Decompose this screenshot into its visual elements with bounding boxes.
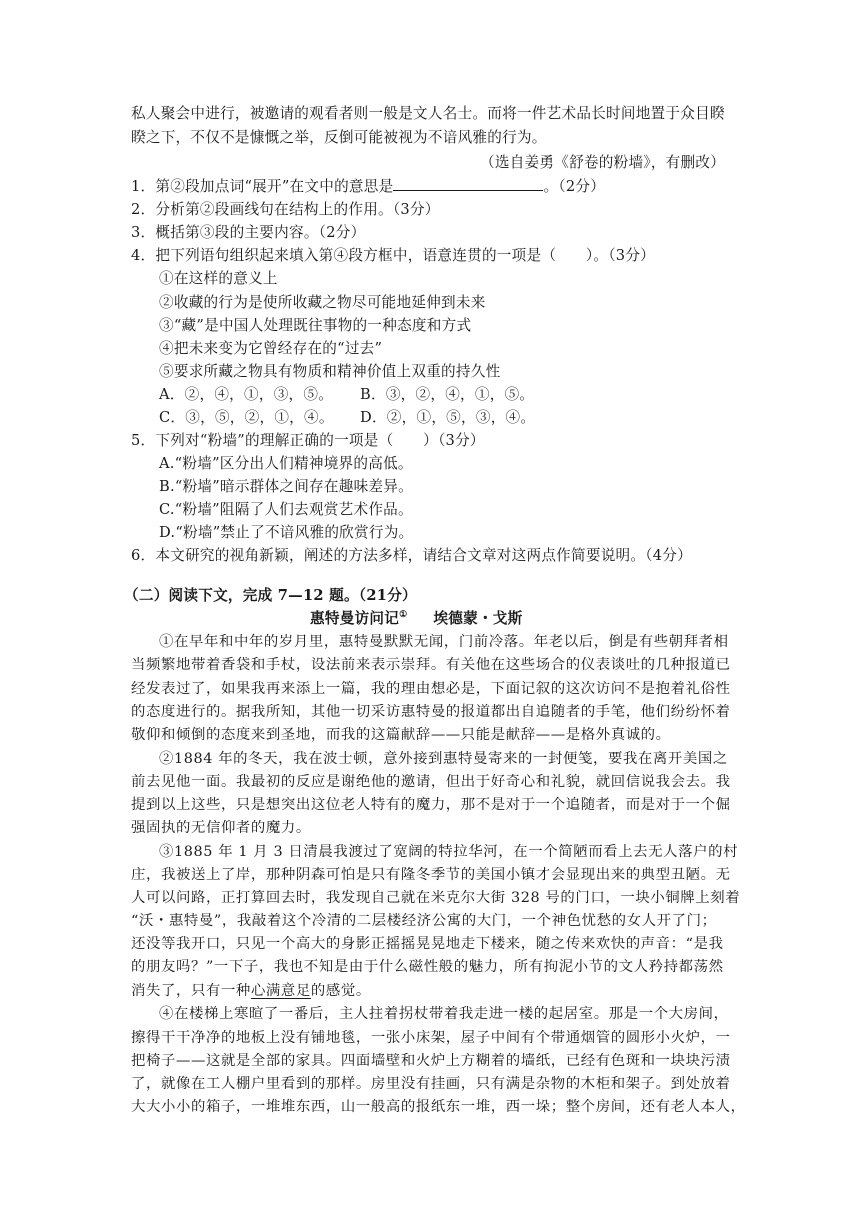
passage-2-author: 埃德蒙・戈斯 bbox=[433, 610, 523, 627]
paragraph-1-line: 的态度进行的。据我所知，其他一切采访惠特曼的报道都出自追随者的手笔，他们纷纷怀着 bbox=[131, 704, 731, 720]
question-4-item: ⑤要求所藏之物具有物质和精神价值上双重的持久性 bbox=[159, 363, 501, 380]
question-1 bbox=[131, 176, 605, 197]
question-4-option-b: B．③，②，④，①，⑤。 bbox=[360, 386, 535, 403]
question-4-item: ④把未来变为它曾经存在的“过去” bbox=[159, 340, 383, 357]
paragraph-2-line: 强固执的无信仰者的魔力。 bbox=[131, 820, 311, 836]
passage1-source: （选自姜勇《舒卷的粉墙》，有删改） bbox=[480, 154, 726, 171]
paragraph-4-line: ④在楼梯上寒暄了一番后，主人拄着拐杖带着我走进一楼的起居室。那是一个大房间， bbox=[159, 1006, 729, 1022]
question-5-option-d: D.“粉墙”禁止了不谙风雅的欣赏行为。 bbox=[159, 524, 414, 541]
paragraph-1-line: 敬仰和倾倒的态度来到圣地，而我的这篇献辞——只能是献辞——是格外真诚的。 bbox=[131, 727, 671, 743]
paragraph-1-line: 当频繁地带着香袋和手杖，设法前来表示崇拜。有关他在这些场合的仪表谈吐的几种报道已 bbox=[131, 657, 731, 673]
question-4-item: ②收藏的行为是使所收藏之物尽可能地延伸到未来 bbox=[159, 294, 486, 311]
paragraph-4-line: 大大小小的箱子，一堆堆东西，山一般高的报纸东一堆，西一垛；整个房间，还有老人本人， bbox=[131, 1099, 746, 1115]
paragraph-1-line: ①在早年和中年的岁月里，惠特曼默默无闻，门前冷落。年老以后，倒是有些朝拜者相 bbox=[159, 634, 729, 650]
paragraph-1-line: 经发表过了，如果我再来添上一篇，我的理由想必是，下面记叙的这次访问不是抱着礼俗性 bbox=[131, 681, 731, 697]
question-5-option-b: B.“粉墙”暗示群体之间存在趣味差异。 bbox=[159, 478, 413, 495]
paragraph-3-last-a: 消失了，只有一种 bbox=[131, 983, 251, 999]
question-3: 3．概括第③段的主要内容。（2分） bbox=[131, 224, 366, 241]
question-1-points: 。（2分） bbox=[543, 178, 606, 195]
passage-2-title bbox=[310, 609, 522, 629]
question-5-option-c: C.“粉墙”阻隔了人们去观赏艺术作品。 bbox=[159, 501, 413, 518]
answer-blank bbox=[393, 176, 543, 191]
question-5: 5．下列对“粉墙”的理解正确的一项是（ ）（3分） bbox=[131, 432, 485, 449]
paragraph-3-line: ③1885 年 1 月 3 日清晨我渡过了宽阔的特拉华河，在一个简陋而看上去无人落户的村 bbox=[159, 844, 739, 860]
paragraph-4-line: 擦得干干净净的地板上没有铺地毯，一张小床架，屋子中间有个带通烟管的圆形小火炉，一 bbox=[131, 1030, 731, 1046]
question-6: 6．本文研究的视角新颖，阐述的方法多样，请结合文章对这两点作简要说明。（4分） bbox=[131, 547, 692, 564]
paragraph-4-line: 了，就像在工人棚户里看到的那样。房里没有挂画，只有满是杂物的木柜和架子。到处放着 bbox=[131, 1076, 731, 1092]
paragraph-3-line bbox=[131, 981, 371, 1001]
question-4-option-a: A．②，④，①，③，⑤。 bbox=[159, 386, 334, 403]
paragraph-3-line: 的朋友吗？”一下子，我也不知是由于什么磁性般的魅力，所有拘泥小节的文人矜持都荡然 bbox=[131, 959, 724, 975]
question-4-item: ①在这样的意义上 bbox=[159, 270, 278, 287]
paragraph-3-line: 还没等我开口，只见一个高大的身影正摇摇晃晃地走下楼来，随之传来欢快的声音：“是我 bbox=[131, 936, 724, 952]
question-4-item: ③“藏”是中国人处理既往事物的一种态度和方式 bbox=[159, 317, 472, 334]
question-4-option-d: D．②，①，⑤，③，④。 bbox=[360, 409, 536, 426]
paragraph-3-line: “沃・惠特曼”，我敲着这个冷清的二层楼经济公寓的大门，一个神色忧愁的女人开了门； bbox=[131, 913, 717, 929]
question-1-text: 1．第②段加点词“展开”在文中的意思是 bbox=[131, 178, 394, 195]
underlined-phrase: 心满意足 bbox=[250, 983, 311, 999]
passage1-line-1: 私人聚会中进行，被邀请的观看者则一般是文人名士。而将一件艺术品长时间地置于众目睽 bbox=[131, 105, 725, 122]
passage-2-title-text: 惠特曼访问记 bbox=[310, 610, 400, 627]
section-2-heading: （二）阅读下文，完成 7—12 题。（21分） bbox=[124, 587, 417, 604]
paragraph-4-line: 把椅子——这就是全部的家具。四面墙壁和火炉上方糊着的墙纸，已经有色斑和一块块污渍 bbox=[131, 1053, 731, 1069]
paragraph-3-last-b: 的感觉。 bbox=[310, 983, 371, 999]
question-4-option-c: C．③，⑤，②，①，④。 bbox=[159, 409, 334, 426]
paragraph-3-line: 庄，我被送上了岸，那种阴森可怕是只有隆冬季节的美国小镇才会显现出来的典型丑陋。无 bbox=[131, 867, 731, 883]
paragraph-2-line: ②1884 年的冬天，我在波士顿，意外接到惠特曼寄来的一封便笺，要我在离开美国之 bbox=[159, 751, 728, 767]
footnote-marker: ① bbox=[399, 610, 408, 621]
question-5-option-a: A.“粉墙”区分出人们精神境界的高低。 bbox=[159, 455, 413, 472]
passage1-line-2: 睽之下，不仅不是慷慨之举，反倒可能被视为不谙风雅的行为。 bbox=[131, 129, 547, 146]
paragraph-2-line: 前去见他一面。我最初的反应是谢绝他的邀请，但出于好奇心和礼貌，就回信说我会去。我 bbox=[131, 774, 731, 790]
paragraph-2-line: 提到以上这些，只是想突出这位老人特有的魔力，那不是对于一个追随者，而是对于一个倔 bbox=[131, 797, 731, 813]
question-2: 2．分析第②段画线句在结构上的作用。（3分） bbox=[131, 201, 440, 218]
paragraph-3-line: 人可以问路，正打算回去时，我发现自己就在米克尔大街 328 号的门口，一块小铜牌上刻着 bbox=[131, 890, 741, 906]
question-4: 4．把下列语句组织起来填入第④段方框中，语意连贯的一项是（ ）。（3分） bbox=[131, 247, 656, 264]
